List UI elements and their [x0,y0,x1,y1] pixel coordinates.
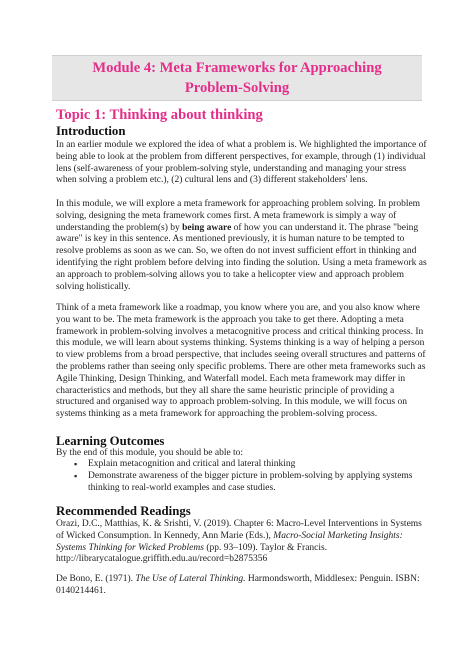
reading-1-text-b: (pp. 93–109). Taylor & Francis. http://librarycatalogue.griffith.edu.au/record=b2875356 [56,542,328,565]
intro-paragraph-3: Think of a meta framework like a roadmap, you know where you are, and you also know where you want to be. The meta framework is the approach you take to get there. Adopting a meta framework in problem-solving involves a metacognitive process and critical thinking process. In this module, we will learn about systems thinking. Systems thinking is a way of helping a person to view problems from a broad perspective, that includes seeing overall structures and patterns of the problems rather than seeing only specific problems. There are other meta frameworks such as Agile Thinking, Design Thinking, and Waterfall model. Each meta framework may differ in characteristics and methods, but they all share the same heuristic principle of providing a structured and organised way to approach problem-solving. In this module, we will focus on systems thinking as a meta framework for approaching the problem-solving process. [56,303,426,420]
reading-2-title: The Use of Lateral Thinking. [135,574,246,584]
list-item [76,471,426,495]
reading-1-title: Macro-Social Marketing Insights: Systems Thinking for Wicked Problems [56,530,403,553]
module-title-line2: Problem-Solving [184,80,290,96]
square-bullet-icon: ▪ [74,459,78,469]
learning-outcomes-heading: Learning Outcomes [56,434,165,448]
intro-paragraph-2 [56,199,428,293]
introduction-heading: Introduction [56,124,126,138]
reading-reference-2 [56,574,428,598]
learning-outcomes-list [76,459,426,494]
intro-p2-text-a: In this module, we will explore a meta framework for approaching problem solving. In problem solving, designing the meta framework comes first. A meta framework is simply a way of understanding the problem(s) by [56,199,421,233]
intro-p2-emphasis: being aware [182,222,232,233]
outcome-text: Demonstrate awareness of the bigger picture in problem-solving by applying systems thinking to real-world examples and case studies. [88,470,413,493]
reading-reference-1 [56,519,428,566]
module-title [52,58,422,98]
topic-heading: Topic 1: Thinking about thinking [56,107,263,123]
intro-paragraph-1: In an earlier module we explored the idea of what a problem is. We highlighted the importance of being able to look at the problem from different perspectives, for example, through (1) individual lens (self-awareness of your problem-solving style, understanding and managing your stress when solving a problem etc.), (2) cultural lens and (3) different stakeholders' lens. [56,140,427,186]
reading-2-text-a: De Bono, E. (1971). [56,574,136,584]
recommended-readings-heading: Recommended Readings [56,504,191,518]
outcome-text: Explain metacognition and critical and lateral thinking [88,459,296,469]
module-title-banner [52,55,422,101]
square-bullet-icon: ▪ [74,470,78,481]
learning-outcomes-intro: By the end of this module, you should be able to: [56,448,244,458]
intro-p2-text-b: of how you can understand it. The phrase "being aware" is key in this sentence. As mentioned previously, it is human nature to be tempted to resolve problems as soon as we can. So, we often do not invest sufficient effort in thinking and identifying the right problem before delving into finding the solution. Using a meta framework as an approach to problem-solving allows you to take a helicopter view and approach problem solving holistically. [56,222,427,292]
reading-1-text-a: Orazi, D.C., Matthias, K. & Srishti, V. (2019). Chapter 6: Macro-Level Interventions in Systems of Wicked Consumption. In Kennedy, Ann Marie (Eds.), [56,519,422,541]
list-item [76,459,426,471]
module-title-line1: Module 4: Meta Frameworks for Approaching [92,60,382,76]
reading-2-text-b: Harmondsworth, Middlesex: Penguin. ISBN: 0140214461. [56,574,420,596]
